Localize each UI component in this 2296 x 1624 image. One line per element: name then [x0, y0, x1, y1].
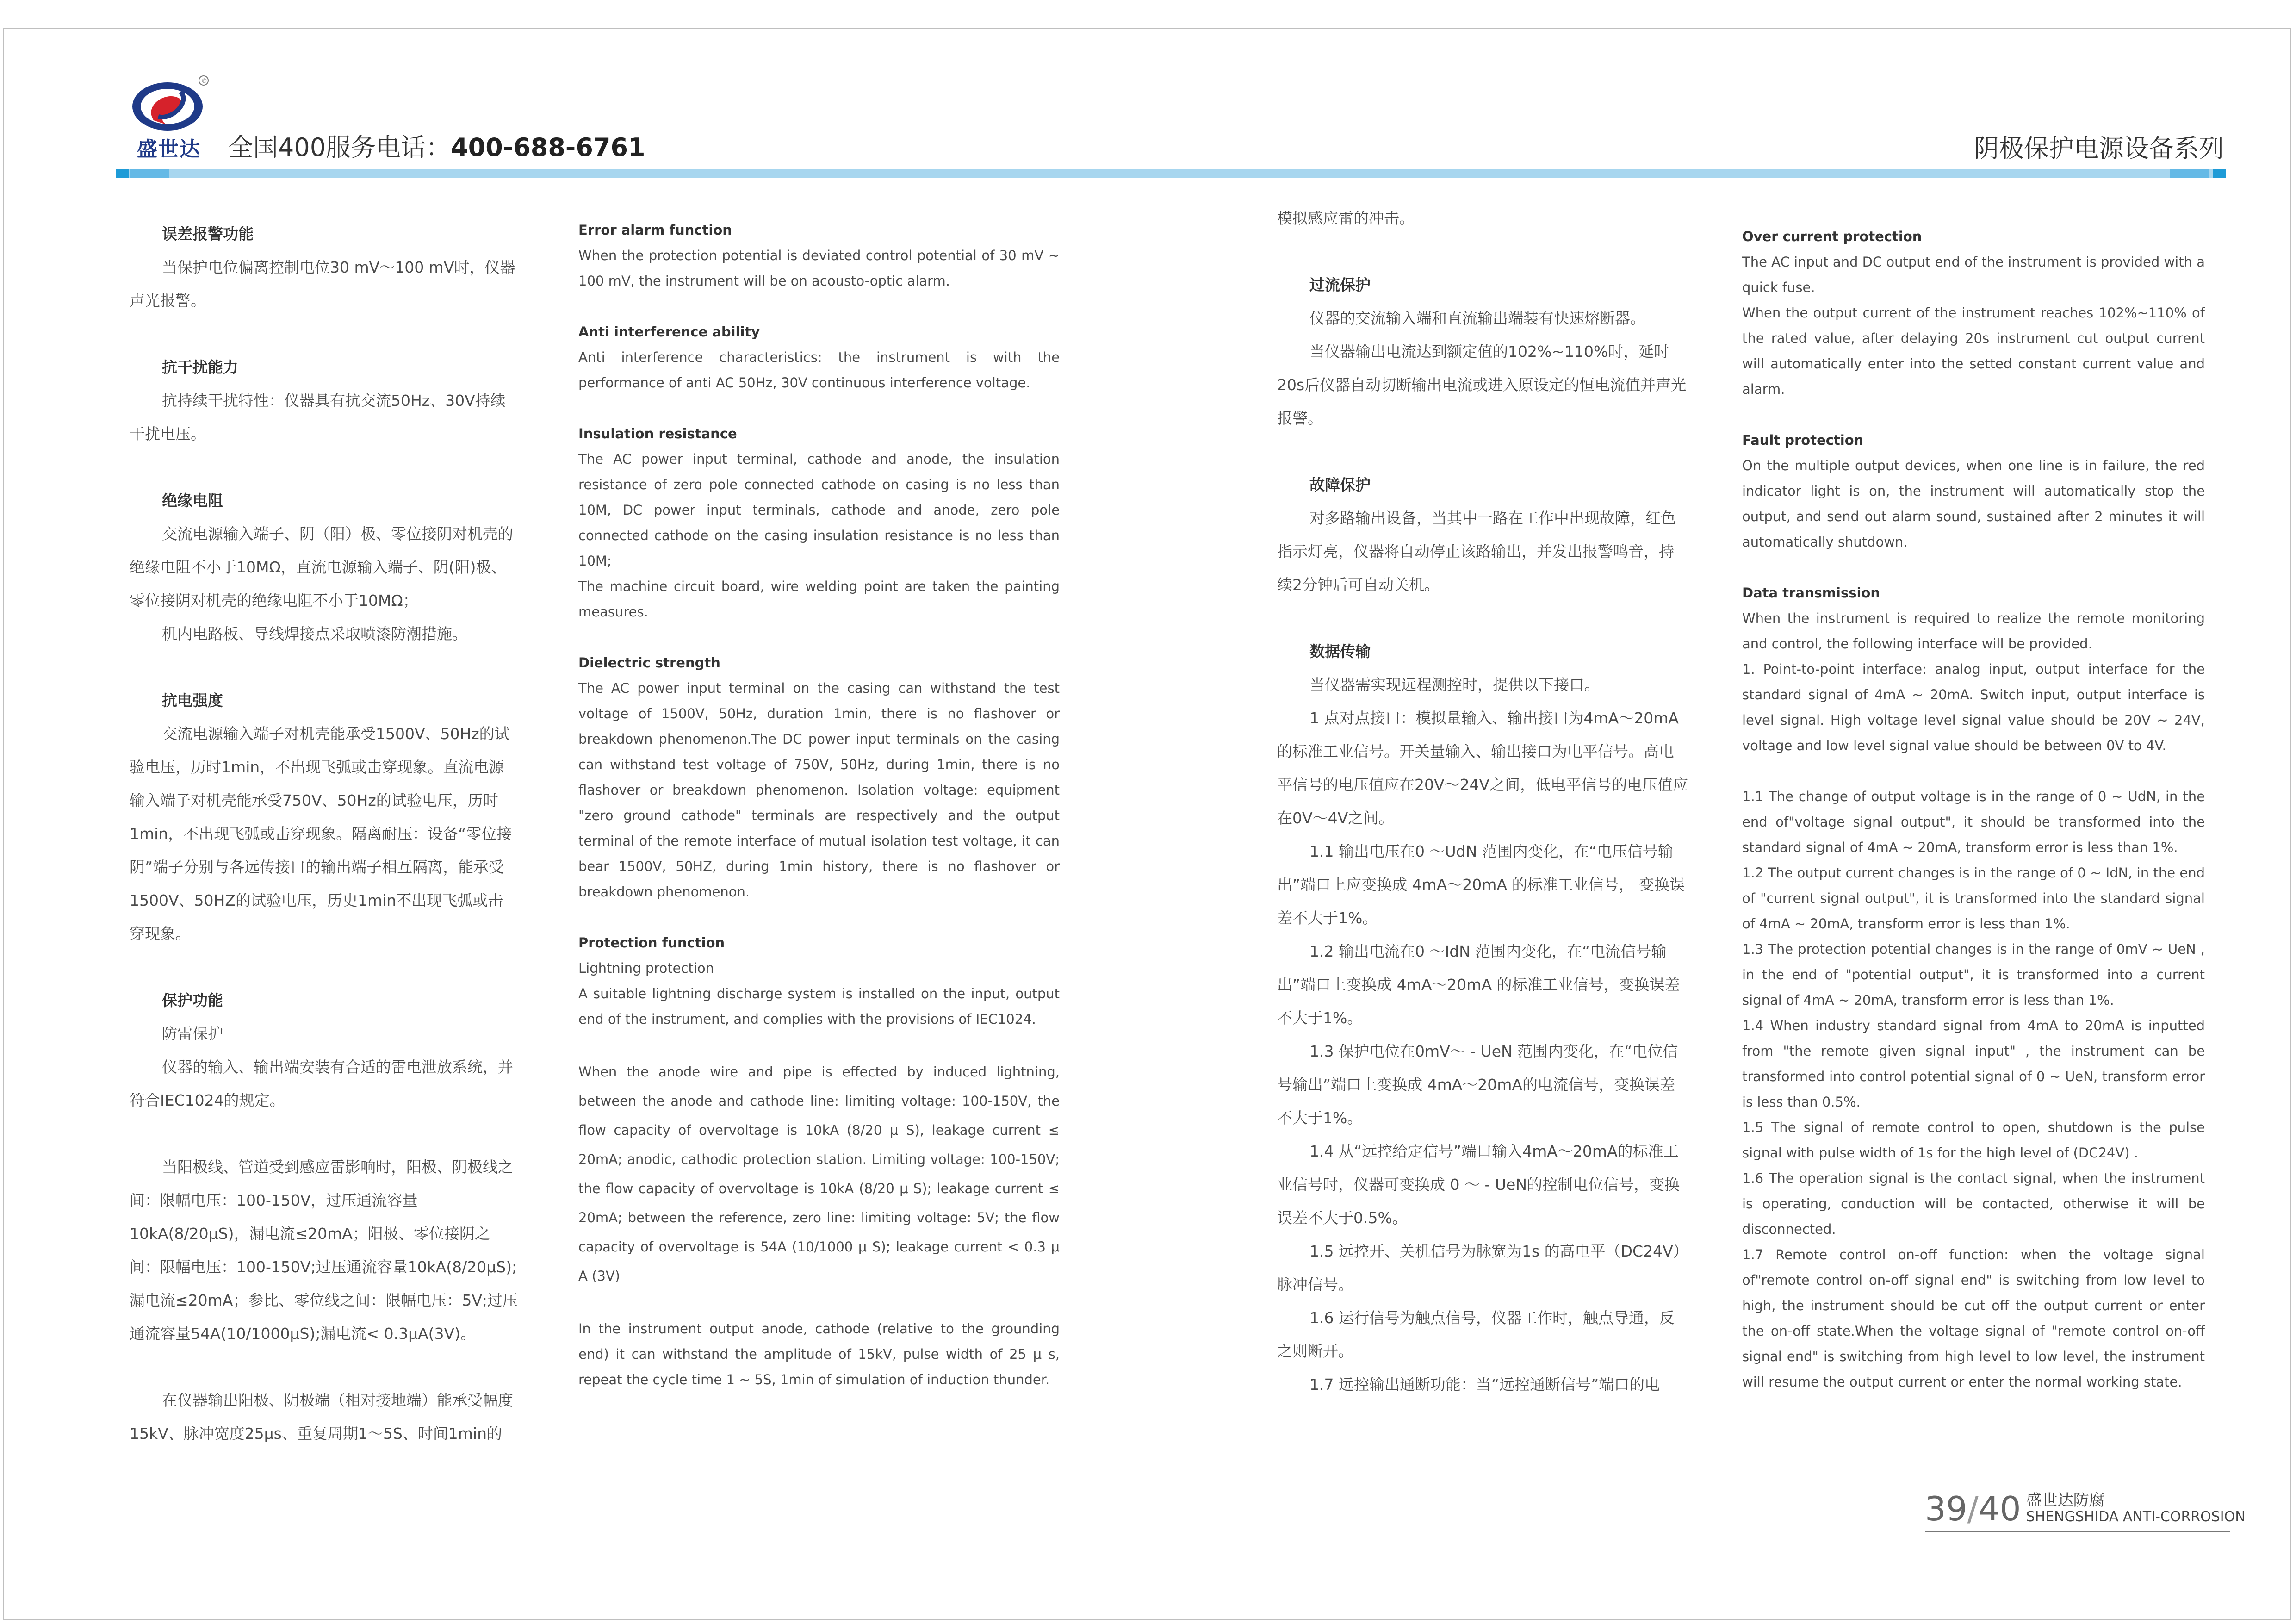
- para-insulation-2: 机内电路板、导线焊接点采取喷漆防潮措施。: [162, 625, 467, 643]
- company-name-cn: 盛世达防腐: [2026, 1491, 2105, 1510]
- para-error-alarm: 当保护电位偏离控制电位30 mV～100 mV时，仪器声光报警。: [130, 258, 515, 310]
- heading-dielectric: 抗电强度: [162, 691, 223, 709]
- para-data-1-1: 1.1 输出电压在0 ～UdN 范围内变化，在“电压信号输出”端口上应变换成 4mA～20mA 的标准工业信号， 变换误差不大于1%。: [1277, 842, 1685, 927]
- heading-error-alarm: 误差报警功能: [162, 225, 254, 243]
- para-data-0: 当仪器需实现远程测控时，提供以下接口。: [1309, 676, 1600, 694]
- heading-data-transmission-en: Data transmission: [1742, 585, 1880, 601]
- para-data-en-1-7: 1.7 Remote control on-off function: when the voltage signal of"remote control on-off signal end" is switching from low level to high, the instrument should be cut off the output current or enter the on-off state.When the voltage signal of "remote control on-off signal end" is switching from high level to low level, the instrument will resume the output current or enter the normal working state.: [1742, 1247, 2205, 1390]
- para-data-1-5: 1.5 远控开、关机信号为脉宽为1s 的高电平（DC24V）脉冲信号。: [1277, 1242, 1688, 1294]
- para-protection-3: 在仪器输出阳极、阴极端（相对接地端）能承受幅度15kV、脉冲宽度25μs、重复周期1～5S、时间1min的: [130, 1391, 513, 1443]
- heading-protection-en: Protection function: [578, 935, 725, 951]
- heading-overcurrent-en: Over current protection: [1742, 229, 1922, 244]
- para-overcurrent-2: 当仪器输出电流达到额定值的102%~110%时，延时20s后仪器自动切断输出电流或进入原设定的恒电流值并声光报警。: [1277, 342, 1687, 427]
- heading-fault: 故障保护: [1309, 476, 1371, 494]
- hotline-label: 全国400服务电话：: [228, 133, 451, 162]
- hotline-number: 400-688-6761: [451, 133, 645, 162]
- para-data-1: 1 点对点接口：模拟量输入、输出接口为4mA～20mA的标准工业信号。开关量输入、输出接口为电平信号。高电平信号的电压值应在20V～24V之间，低电平信号的电压值应在0V～4V之间。: [1277, 709, 1688, 827]
- para-data-en-1: 1. Point-to-point interface: analog input, output interface for the standard signal of 4mA ~ 20mA. Switch input, output interface is level signal. High voltage level signal value should be 20V ~ 24V, voltage and low level signal value should be between 0V to 4V.: [1742, 661, 2205, 753]
- para-lightning-sub-en: Lightning protection: [578, 960, 714, 976]
- heading-insulation-en: Insulation resistance: [578, 426, 737, 442]
- para-dielectric: 交流电源输入端子对机壳能承受1500V、50Hz的试验电压，历时1min，不出现飞弧或击穿现象。直流电源输入端子对机壳能承受750V、50Hz的试验电压，历时1min，不出现飞弧或击穿现象。隔离耐压：设备“零位接阴”端子分别与各远传接口的输出端子相互隔离，能承受1500V、50HZ的试验电压，历史1min不出现飞弧或击穿现象。: [130, 725, 512, 943]
- service-hotline: [228, 128, 645, 163]
- para-protection-1: 仪器的输入、输出端安装有合适的雷电泄放系统，并符合IEC1024的规定。: [130, 1058, 513, 1109]
- para-insulation-en-1: The AC power input terminal, cathode and anode, the insulation resistance of zero pole connected cathode on casing is no less than 10M, DC power input terminals, cathode and anode, zero pole connected cathode on the casing insulation resistance is no less than 10M;: [578, 451, 1060, 569]
- heading-anti-interference: 抗干扰能力: [162, 358, 238, 376]
- heading-protection: 保护功能: [162, 991, 223, 1009]
- page-number: [1925, 1489, 2246, 1528]
- para-data-1-2: 1.2 输出电流在0 ～IdN 范围内变化，在“电流信号输出”端口上变换成 4mA～20mA 的标准工业信号，变换误差不大于1%。: [1277, 942, 1680, 1027]
- para-protection-en-3: In the instrument output anode, cathode (relative to the grounding end) it can withstand the amplitude of 15kV, pulse width of 25 μ s, repeat the cycle time 1 ~ 5S, 1min of simulation of induction thunder.: [578, 1321, 1060, 1388]
- header-band-accent-right-2: [2170, 169, 2209, 178]
- para-protection-en-1: A suitable lightning discharge system is installed on the input, output end of the instrument, and complies with the provisions of IEC1024.: [578, 986, 1060, 1027]
- footer-rule: [1925, 1531, 2230, 1532]
- para-overcurrent-en-1: The AC input and DC output end of the instrument is provided with a quick fuse.: [1742, 254, 2205, 295]
- para-data-en-1-1: 1.1 The change of output voltage is in the range of 0 ~ UdN, in the end of"voltage signal output", it should be transformed into the standard signal of 4mA ~ 20mA, transform error is less than 1%.: [1742, 789, 2205, 855]
- para-protection-en-2: When the anode wire and pipe is effected by induced lightning, between the anode and cathode line: limiting voltage: 100-150V, the flow capacity of overvoltage is 10kA (8/20 μ S), leakage current ≤ 20mA; anodic, cathodic protection station. Limiting voltage: 100-150V; the flow capacity of overvoltage is 10kA (8/20 μ S); leakage current ≤ 20mA; between the reference, zero line: limiting voltage: 5V; the flow capacity of overvoltage is 54A (10/1000 μ S); leakage current < 0.3 μ A (3V): [578, 1064, 1060, 1284]
- column-english-right: [1742, 224, 2205, 1395]
- header-band-accent-left: [116, 169, 129, 178]
- heading-overcurrent: 过流保护: [1309, 276, 1371, 294]
- page-total: 40: [1978, 1489, 2021, 1528]
- page-current: 39: [1925, 1489, 1967, 1528]
- para-data-en-1-3: 1.3 The protection potential changes is in the range of 0mV ~ UeN , in the end of "potential output", it is transformed into a current signal of 4mA ~ 20mA, transform error is less than 1%.: [1742, 941, 2205, 1008]
- column-chinese-left: [130, 218, 518, 1450]
- para-data-en-1-6: 1.6 The operation signal is the contact signal, when the instrument is operating, conduction will be contacted, otherwise it will be disconnected.: [1742, 1170, 2205, 1237]
- series-title: 阴极保护电源设备系列: [1974, 134, 2224, 163]
- heading-error-alarm-en: Error alarm function: [578, 222, 732, 238]
- para-data-en-1-2: 1.2 The output current changes is in the range of 0 ~ IdN, in the end of "current signal output", it is transformed into the standard signal of 4mA ~ 20mA, transform error is less than 1%.: [1742, 865, 2205, 932]
- brand-name: 盛世达: [137, 137, 201, 161]
- svg-text:®: ®: [201, 78, 207, 85]
- para-data-en-1-5: 1.5 The signal of remote control to open, shutdown is the pulse signal with pulse width of 1s for the high level of (DC24V) .: [1742, 1120, 2205, 1161]
- para-overcurrent-en-2: When the output current of the instrument reaches 102%~110% of the rated value, after delaying 20s instrument cut output current will automatically enter into the setted constant current value and alarm.: [1742, 305, 2205, 397]
- header-band: [116, 169, 2226, 178]
- para-fault-en: On the multiple output devices, when one line is in failure, the red indicator light is on, the instrument will automatically stop the output, and send out alarm sound, sustained after 2 minutes it will automatically shutdown.: [1742, 458, 2205, 550]
- para-anti-interference: 抗持续干扰特性：仪器具有抗交流50Hz、30V持续干扰电压。: [130, 392, 506, 443]
- para-lightning-sub: 防雷保护: [162, 1025, 223, 1043]
- heading-anti-interference-en: Anti interference ability: [578, 324, 760, 340]
- para-protection-2: 当阳极线、管道受到感应雷影响时，阳极、阴极线之间：限幅电压：100-150V，过压通流容量10kA(8/20μS)，漏电流≤20mA；阳极、零位接阴之间：限幅电压：100-150V;过压通流容量10kA(8/20μS);漏电流≤20mA；参比、零位线之间：限幅电压：5V;过压通流容量54A(10/1000μS);漏电流< 0.3μA(3V)。: [130, 1158, 518, 1343]
- para-insulation-en-2: The machine circuit board, wire welding point are taken the painting measures.: [578, 579, 1060, 620]
- para-data-1-6: 1.6 运行信号为触点信号，仪器工作时，触点导通，反之则断开。: [1277, 1309, 1675, 1360]
- column-english-left: [578, 218, 1060, 1393]
- para-data-en-1-4: 1.4 When industry standard signal from 4mA to 20mA is inputted from "the remote given signal input" , the instrument can be transformed into control potential signal of 0 ~ UeN, transform error is less than 0.5%.: [1742, 1018, 2205, 1110]
- heading-insulation: 绝缘电阻: [162, 492, 223, 510]
- company-mark: [2026, 1492, 2246, 1525]
- para-data-1-4: 1.4 从“远控给定信号”端口输入4mA～20mA的标准工业信号时，仪器可变换成 0 ～ - UeN的控制电位信号，变换误差不大于0.5%。: [1277, 1142, 1680, 1227]
- header-band-accent-right: [2213, 169, 2226, 178]
- para-fault: 对多路输出设备，当其中一路在工作中出现故障，红色指示灯亮，仪器将自动停止该路输出，并发出报警鸣音，持续2分钟后可自动关机。: [1277, 509, 1676, 594]
- heading-dielectric-en: Dielectric strength: [578, 655, 720, 671]
- para-insulation-1: 交流电源输入端子、阴（阳）极、零位接阴对机壳的绝缘电阻不小于10MΩ，直流电源输入端子、阴(阳)极、零位接阴对机壳的绝缘电阻不小于10MΩ；: [130, 525, 513, 610]
- company-name-en: SHENGSHIDA ANTI-CORROSION: [2026, 1509, 2246, 1525]
- para-continuation: 模拟感应雷的冲击。: [1277, 209, 1415, 227]
- para-data-1-7: 1.7 远控输出通断功能：当“远控通断信号”端口的电: [1309, 1375, 1660, 1394]
- para-data-1-3: 1.3 保护电位在0mV～ - UeN 范围内变化，在“电位信号输出”端口上变换成 4mA～20mA的电流信号，变换误差不大于1%。: [1277, 1042, 1678, 1127]
- heading-data-transmission: 数据传输: [1309, 642, 1371, 660]
- para-error-alarm-en: When the protection potential is deviated control potential of 30 mV ~ 100 mV, the instrument will be on acousto-optic alarm.: [578, 248, 1060, 289]
- column-chinese-right: [1277, 202, 1689, 1401]
- para-overcurrent-1: 仪器的交流输入端和直流输出端装有快速熔断器。: [1309, 309, 1645, 327]
- para-anti-interference-en: Anti interference characteristics: the instrument is with the performance of anti AC 50Hz, 30V continuous interference voltage.: [578, 349, 1060, 391]
- heading-fault-en: Fault protection: [1742, 432, 1864, 448]
- page-separator: /: [1967, 1489, 1979, 1528]
- para-data-en-0: When the instrument is required to realize the remote monitoring and control, the following interface will be provided.: [1742, 610, 2205, 652]
- header-band-accent-left-2: [130, 169, 169, 178]
- para-dielectric-en: The AC power input terminal on the casing can withstand the test voltage of 1500V, 50Hz, duration 1min, there is no flashover or breakdown phenomenon.The DC power input terminals on the casing can withstand test voltage of 750V, 50Hz, during 1min, there is no flashover or breakdown phenomenon. Isolation voltage: equipment "zero ground cathode" terminals are respectively and the output terminal of the remote interface of mutual isolation test voltage, it can bear 1500V, 50HZ, during 1min history, there is no flashover or breakdown phenomenon.: [578, 680, 1060, 900]
